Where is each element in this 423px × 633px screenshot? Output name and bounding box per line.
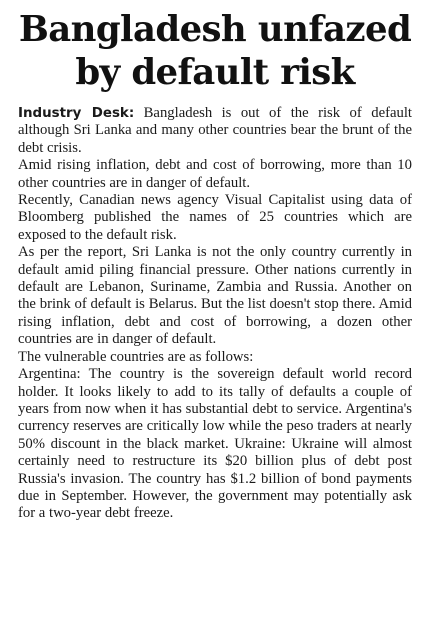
headline-line-2: by default risk	[75, 52, 355, 93]
article-paragraph-4: As per the report, Sri Lanka is not the only country currently in default amid piling financial pressure. Other nations currently in default are Lebanon, Suriname, Zambia and Russia. Another on the brink of default is Belarus. But the list doesn't stop there. Amid rising inflation, debt and cost of borrowing, a dozen other countries are in danger of default.	[18, 244, 412, 348]
article-paragraph-6: Argentina: The country is the sovereign default world record holder. It looks likely to add to its tally of defaults a couple of years from now when it has substantial debt to service. Argentina's currency reserves are critically low while the peso traders at nearly 50% discount in the black market. Ukraine: Ukraine will almost certainly need to restructure its $20 billion plus of debt post Russia's invasion. The country has $1.2 billion of bond payments due in September. However, the government may potentially ask for a two-year debt freeze.	[18, 366, 412, 522]
headline-line-1: Bangladesh unfazed	[18, 9, 412, 50]
article-paragraph-1-text: Bangladesh is out of the risk of default although Sri Lanka and many other countries bear the brunt of the debt crisis.	[18, 105, 413, 156]
article-paragraph-5: The vulnerable countries are as follows:	[18, 348, 254, 365]
news-article	[18, 8, 412, 523]
article-paragraph-3: Recently, Canadian news agency Visual Capitalist using data of Bloomberg published the names of 25 countries which are exposed to the default risk.	[18, 192, 412, 243]
article-body	[18, 105, 412, 523]
article-paragraph-2: Amid rising inflation, debt and cost of borrowing, more than 10 other countries are in danger of default.	[18, 157, 412, 191]
article-headline	[18, 8, 412, 94]
article-paragraph-1	[18, 105, 412, 157]
article-byline: Industry Desk:	[18, 106, 135, 121]
